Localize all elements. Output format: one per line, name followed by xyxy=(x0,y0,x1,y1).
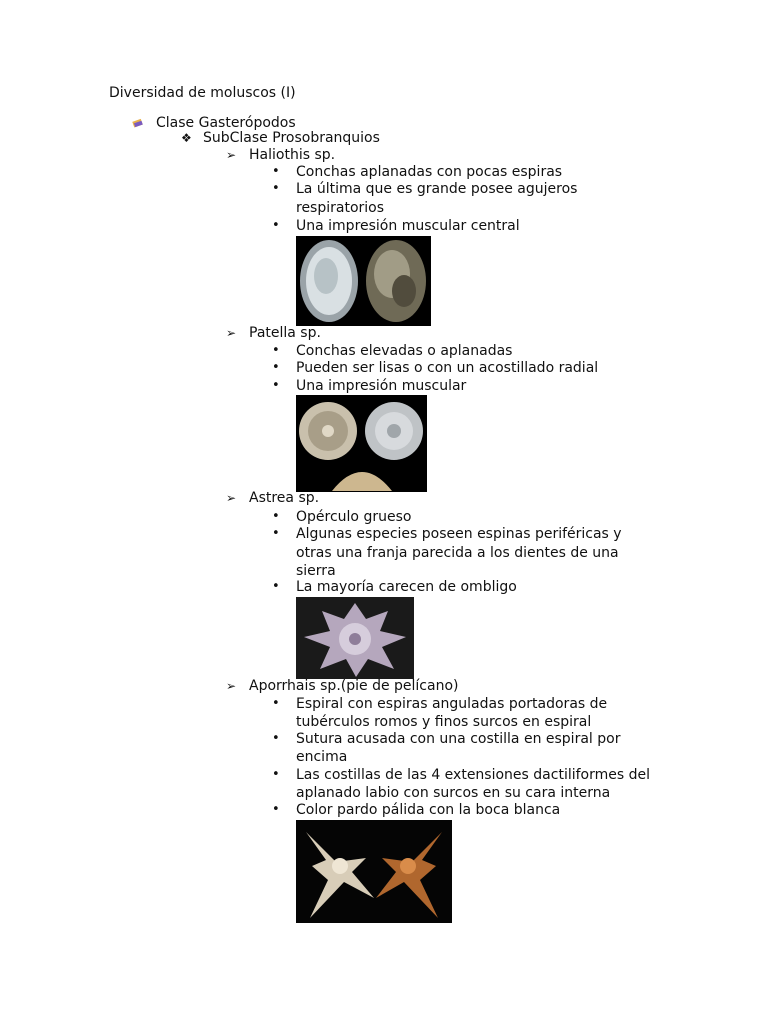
list-item: Las costillas de las 4 extensiones dactiliformes del xyxy=(296,767,650,783)
arrowhead-bullet-icon: ➢ xyxy=(226,326,237,340)
arrowhead-bullet-icon: ➢ xyxy=(226,491,237,505)
subclase-label: SubClase Prosobranquios xyxy=(203,130,380,146)
arrowhead-bullet-icon: ➢ xyxy=(226,679,237,693)
dot-bullet-icon: • xyxy=(272,767,280,782)
diamond-bullet-icon: ❖ xyxy=(181,131,192,145)
dot-bullet-icon: • xyxy=(272,378,280,393)
list-item-continuation: sierra xyxy=(296,563,336,579)
list-item-continuation: otras una franja parecida a los dientes de una xyxy=(296,545,619,561)
document-title: Diversidad de moluscos (I) xyxy=(109,85,296,101)
dot-bullet-icon: • xyxy=(272,731,280,746)
dot-bullet-icon: • xyxy=(272,164,280,179)
arrowhead-bullet-icon: ➢ xyxy=(226,148,237,162)
list-item: Color pardo pálida con la boca blanca xyxy=(296,802,561,818)
book-bullet-icon xyxy=(132,117,144,133)
list-item-continuation: respiratorios xyxy=(296,200,385,216)
dot-bullet-icon: • xyxy=(272,509,280,524)
dot-bullet-icon: • xyxy=(272,360,280,375)
list-item: La mayoría carecen de ombligo xyxy=(296,579,517,595)
species-haliothis: Haliothis sp. xyxy=(249,147,336,163)
haliothis-shell-photo xyxy=(296,236,431,326)
dot-bullet-icon: • xyxy=(272,802,280,817)
list-item-continuation: aplanado labio con surcos en su cara interna xyxy=(296,785,611,801)
list-item: Una impresión muscular xyxy=(296,378,467,394)
list-item: Pueden ser lisas o con un acostillado radial xyxy=(296,360,599,376)
species-aporrhais: Aporrhais sp.(pie de pelícano) xyxy=(249,678,459,694)
patella-shell-photo xyxy=(296,395,427,492)
dot-bullet-icon: • xyxy=(272,696,280,711)
list-item: Sutura acusada con una costilla en espiral por xyxy=(296,731,621,747)
dot-bullet-icon: • xyxy=(272,218,280,233)
list-item: Opérculo grueso xyxy=(296,509,412,525)
list-item-continuation: tubérculos romos y finos surcos en espiral xyxy=(296,714,592,730)
clase-label: Clase Gasterópodos xyxy=(156,115,296,131)
aporrhais-shell-photo xyxy=(296,820,452,923)
list-item: Una impresión muscular central xyxy=(296,218,520,234)
dot-bullet-icon: • xyxy=(272,181,280,196)
species-astrea: Astrea sp. xyxy=(249,490,320,506)
list-item: Espiral con espiras anguladas portadoras de xyxy=(296,696,608,712)
astrea-shell-photo xyxy=(296,597,414,679)
list-item: Conchas aplanadas con pocas espiras xyxy=(296,164,563,180)
list-item: Algunas especies poseen espinas periféricas y xyxy=(296,526,622,542)
species-patella: Patella sp. xyxy=(249,325,321,341)
dot-bullet-icon: • xyxy=(272,343,280,358)
dot-bullet-icon: • xyxy=(272,526,280,541)
dot-bullet-icon: • xyxy=(272,579,280,594)
list-item: La última que es grande posee agujeros xyxy=(296,181,578,197)
list-item: Conchas elevadas o aplanadas xyxy=(296,343,513,359)
list-item-continuation: encima xyxy=(296,749,348,765)
